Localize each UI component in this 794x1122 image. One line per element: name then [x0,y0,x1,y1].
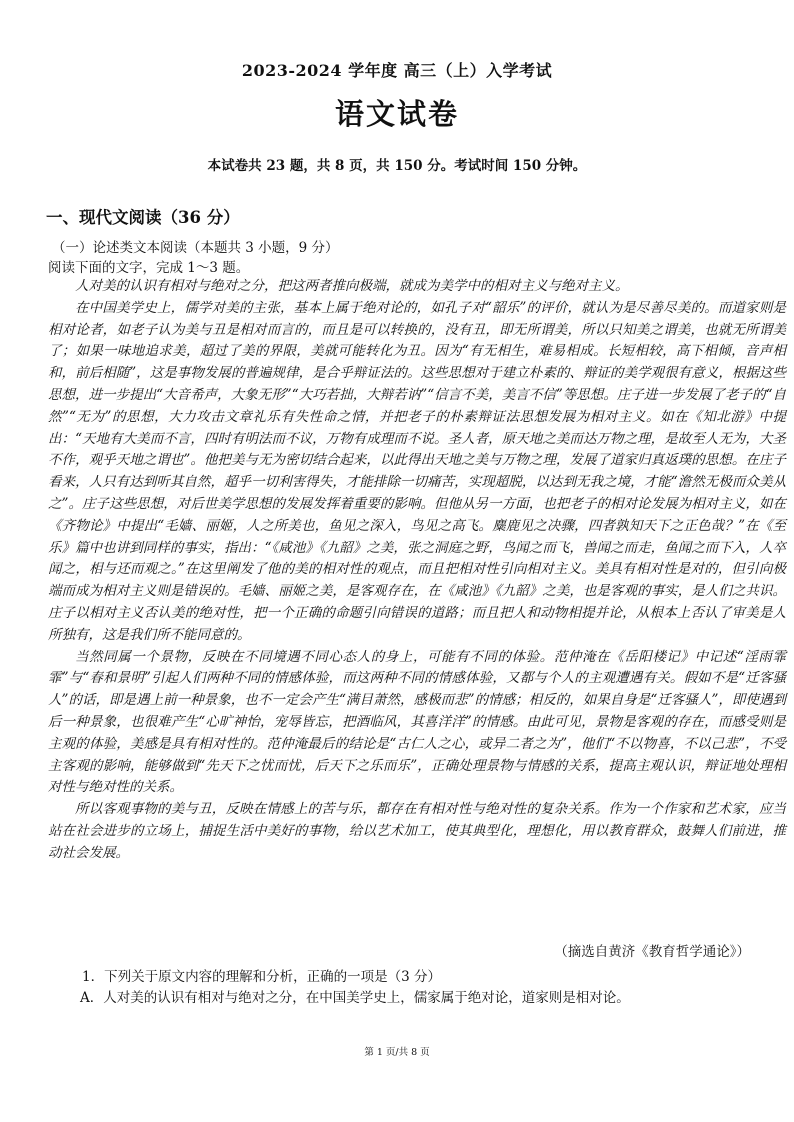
subject-title: 语文试卷 [334,97,459,131]
passage-source: （摘选自黄济《教育哲学通论》） [554,944,750,960]
exam-title: 2023-2024 学年度 高三（上）入学考试 [241,61,553,80]
reading-instruction: 阅读下面的文字，完成 1～3 题。 [48,260,250,276]
passage-paragraph: 所以客观事物的美与丑，反映在情感上的苦与乐，都存在有相对性与绝对性的复杂关系。作为一个作家和艺术家，应当站在社会进步的立场上，捕捉生活中美好的事物，给以艺术加工，使其典型化，理想化，用以教育群众，鼓舞人们前进，推动社会发展。 [48,801,786,861]
reading-passage [48,276,786,865]
passage-paragraph: 人对美的认识有相对与绝对之分，把这两者推向极端，就成为美学中的相对主义与绝对主义。 [75,278,629,294]
subsection-heading: （一）论述类文本阅读（本题共 3 小题，9 分） [52,240,339,256]
section-heading: 一、现代文阅读（36 分） [46,208,240,227]
passage-paragraph: 在中国美学史上，儒学对美的主张，基本上属于绝对论的，如孔子对“韶乐”的评价，就认为是尽善尽美的。而道家则是相对论者，如老子认为美与丑是相对而言的，而且是可以转换的，没有丑，即无所谓美，所以只知美之谓美，也就无所谓美了；如果一味地追求美，超过了美的界限，美就可能转化为丑。因为“有无相生，难易相成。长短相较，高下相倾，音声相和，前后相随”，这是事物发展的普遍规律，是合乎辩证法的。这些思想对于建立朴素的、辩证的美学观很有意义，根据这些思想，进一步提出“大音希声，大象无形”“大巧若拙，大辩若讷”“信言不美，美言不信”等思想。庄子进一步发展了老子的“自然”“无为”的思想，大力攻击文章礼乐有失性命之情，并把老子的朴素辩证法思想发展为相对主义。如在《知北游》中提出：“天地有大美而不言，四时有明法而不议，万物有成理而不说。圣人者，原天地之美而达万物之理，是故至人无为，大圣不作，观乎天地之谓也”。他把美与无为密切结合起来，以此得出天地之美与万物之理，发展了道家归真返璞的思想。在庄子看来，人只有达到听其自然，超乎一切利害得失，才能排除一切痛苦，实现超脱，以达到无我之境，才能“澹然无极而众美从之”。庄子这些思想，对后世美学思想的发展发挥着重要的影响。但他从另一方面，也把老子的相对论发展为相对主义，如在《齐物论》中提出“毛嫱、丽姬，人之所美也，鱼见之深入，鸟见之高飞。麋鹿见之决骤，四者孰知天下之正色哉？”在《至乐》篇中也讲到同样的事实，指出：“《咸池》《九韶》之美，张之洞庭之野，鸟闻之而飞，兽闻之而走，鱼闻之而下入，人卒闻之，相与还而观之。”在这里阐发了他的美的相对性的观点，而且把相对性引向相对主义。美具有相对性是对的，但引向极端而成为相对主义则是错误的。毛嫱、丽姬之美，是客观存在，在《咸池》《九韶》之美，也是客观的事实，是人们之共识。庄子以相对主义否认美的绝对性，把一个正确的命题引向错误的道路；而且把人和动物相提并论，从根本上否认了审美是人所独有，这是我们所不能同意的。 [48,299,786,643]
question-stem: 1．下列关于原文内容的理解和分析，正确的一项是（3 分） [82,969,441,985]
page-footer: 第 1 页/共 8 页 [364,1047,430,1058]
passage-paragraph: 当然同属一个景物，反映在不同境遇不同心态人的身上，可能有不同的体验。范仲淹在《岳阳楼记》中记述“淫雨霏霏”与“春和景明”引起人们两种不同的情感体验，而这两种不同的情感体验，又都与个人的主观遭遇有关。假如不是“迁客骚人”的话，即是遇上前一种景象，也不一定会产生“满目萧然，感极而悲”的情感；相反的，如果自身是“迁客骚人”，即使遇到后一种景象，也很难产生“心旷神怡，宠辱皆忘，把酒临风，其喜洋洋”的情感。由此可见，景物是客观的存在，而感受则是主观的体验，美感是具有相对性的。范仲淹最后的结论是“古仁人之心，或异二者之为”，他们“不以物喜，不以己悲”，不受主客观的影响，能够做到“先天下之忧而忧，后天下之乐而乐”，正确处理景物与情感的关系，提高主观认识，辩证地处理相对性与绝对性的关系。 [48,648,786,796]
question-option-a: A．人对美的认识有相对与绝对之分，在中国美学史上，儒家属于绝对论，道家则是相对论。 [80,990,630,1006]
exam-notice: 本试卷共 23 题，共 8 页，共 150 分。考试时间 150 分钟。 [207,158,587,174]
